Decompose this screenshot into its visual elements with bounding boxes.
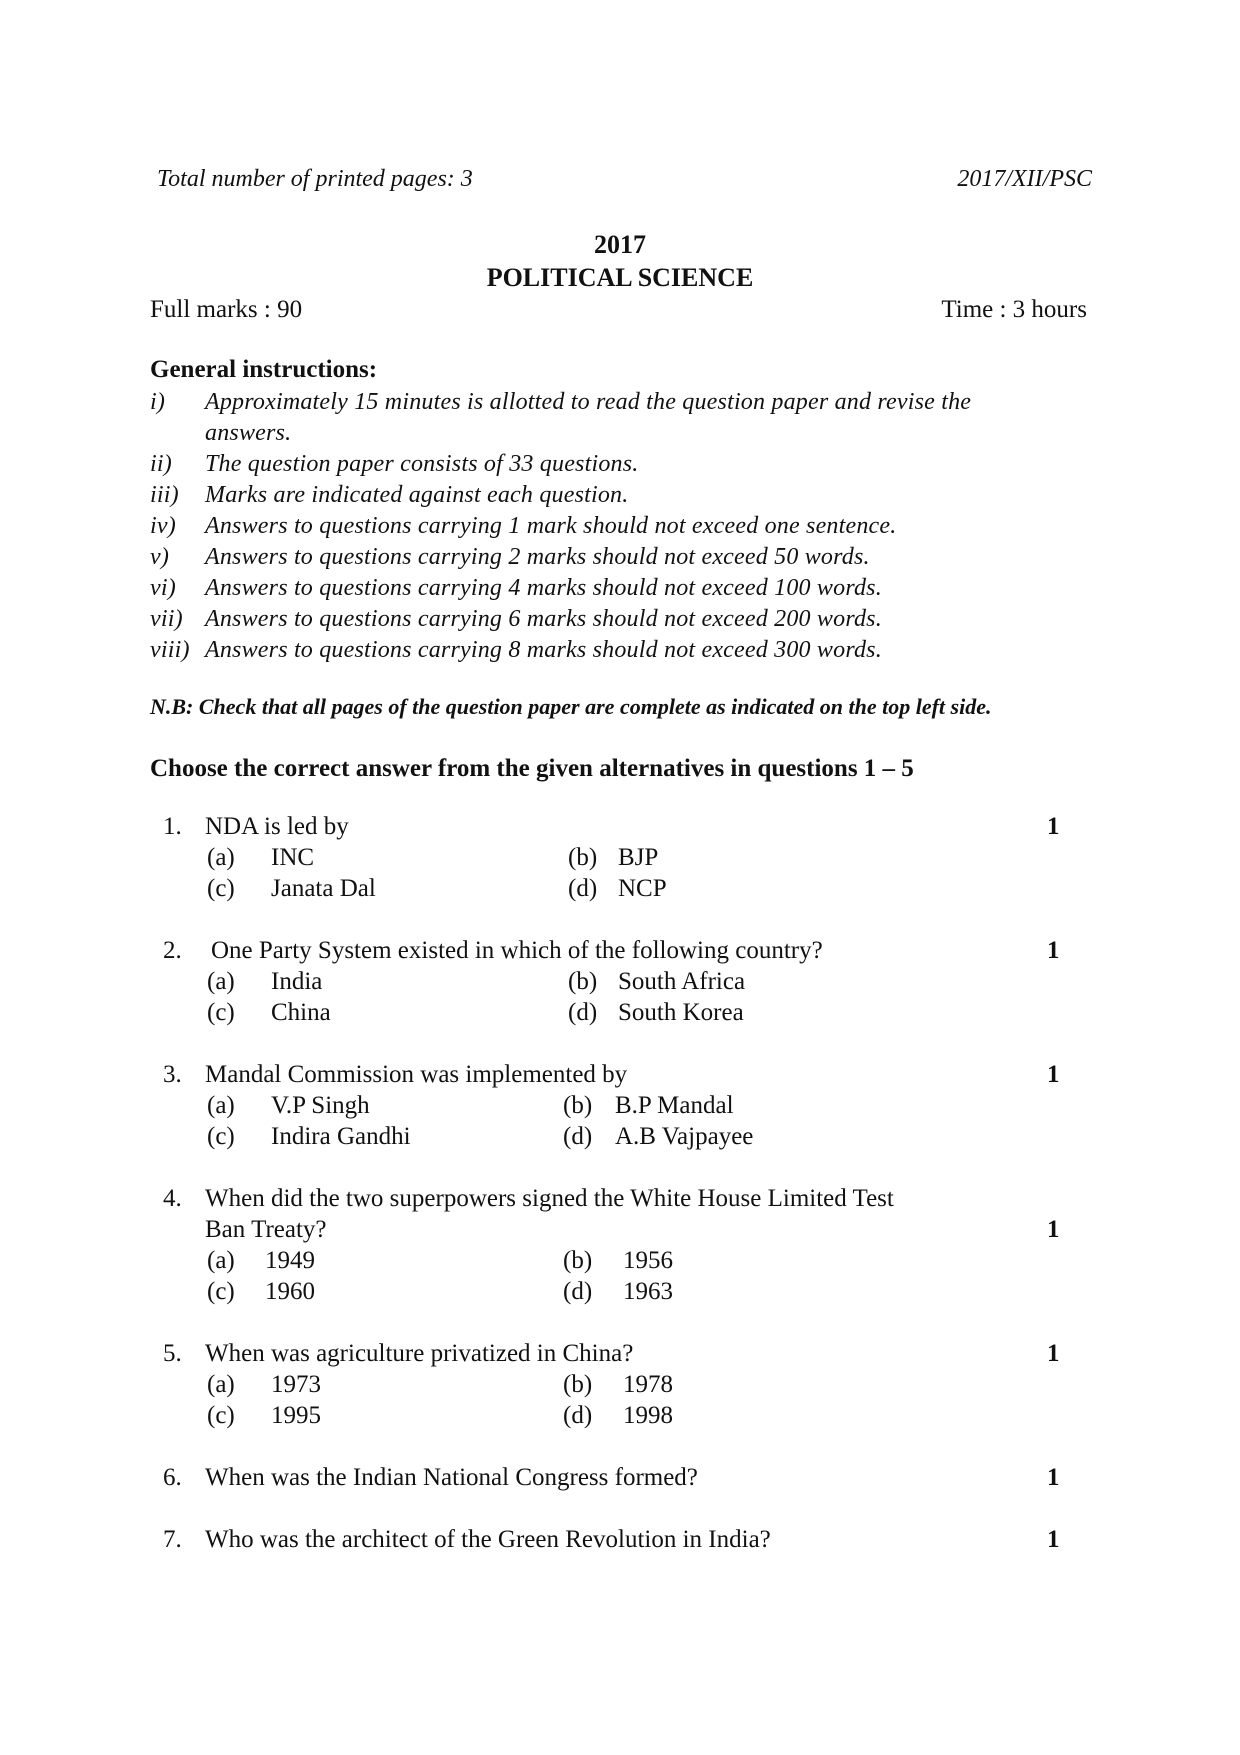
option-text: INC [271, 844, 315, 871]
option [207, 1247, 315, 1275]
option-text: 1963 [623, 1278, 673, 1305]
instruction-text: answers. [205, 420, 292, 446]
option-text: B.P Mandal [615, 1092, 734, 1119]
option [207, 1123, 411, 1151]
instructions-list [150, 387, 1100, 666]
question-text: When did the two superpowers signed the White House Limited Test [205, 1185, 894, 1212]
option-text: A.B Vajpayee [615, 1123, 754, 1150]
option [207, 1371, 321, 1399]
question-number: 6. [163, 1464, 182, 1491]
full-marks: Full marks : 90 [150, 296, 303, 323]
question-text-continued: Ban Treaty? [205, 1216, 327, 1243]
option-text: 1960 [265, 1278, 315, 1305]
question-text: Mandal Commission was implemented by [205, 1061, 628, 1088]
instruction-text: Answers to questions carrying 4 marks should not exceed 100 words. [205, 575, 882, 601]
option [207, 1278, 315, 1306]
instruction-number: vii) [150, 606, 183, 632]
option-label: (a) [207, 1247, 235, 1274]
option-text: India [271, 968, 323, 995]
instruction-text: Answers to questions carrying 6 marks should not exceed 200 words. [205, 606, 882, 632]
section-heading: Choose the correct answer from the given alternatives in questions 1 – 5 [150, 755, 914, 782]
option-label: (a) [207, 968, 235, 995]
option-text: 1949 [265, 1247, 315, 1274]
instruction-text: Marks are indicated against each question. [205, 482, 629, 508]
exam-year: 2017 [594, 230, 646, 259]
option [207, 1402, 321, 1430]
question-mark: 1 [1047, 1340, 1060, 1367]
instruction-number [150, 418, 205, 449]
question-number: 3. [163, 1061, 182, 1088]
option [563, 1402, 673, 1430]
question-text: NDA is led by [205, 813, 349, 840]
option [568, 999, 744, 1027]
option-text: Indira Gandhi [271, 1123, 411, 1150]
option-label: (b) [563, 1371, 593, 1398]
instruction-number: vi) [150, 575, 176, 601]
option-label: (b) [563, 1092, 593, 1119]
option-text: 1956 [623, 1247, 673, 1274]
option-label: (d) [563, 1123, 593, 1150]
option-label: (a) [207, 844, 235, 871]
option-text: 1995 [271, 1402, 321, 1429]
instruction-text: Approximately 15 minutes is allotted to read the question paper and revise the [205, 389, 972, 415]
instruction-number: iii) [150, 482, 179, 508]
instruction-item [150, 387, 1100, 418]
option-text: South Korea [618, 999, 744, 1026]
option-label: (a) [207, 1092, 235, 1119]
question-mark: 1 [1047, 937, 1060, 964]
option-label: (d) [563, 1278, 593, 1305]
question-number: 1. [163, 813, 182, 840]
instruction-number: viii) [150, 637, 190, 663]
option [207, 844, 314, 872]
question-text: Who was the architect of the Green Revolution in India? [205, 1526, 771, 1553]
option [207, 875, 376, 903]
instruction-number: iv) [150, 513, 176, 539]
option [568, 875, 667, 903]
option-text: 1998 [623, 1402, 673, 1429]
instruction-text: The question paper consists of 33 questions. [205, 451, 639, 477]
option-label: (c) [207, 1123, 235, 1150]
instruction-number: v) [150, 544, 170, 570]
option [563, 1371, 673, 1399]
paper-code: 2017/XII/PSC [957, 166, 1092, 192]
option [563, 1123, 753, 1151]
question-mark: 1 [1047, 1061, 1060, 1088]
option-label: (c) [207, 875, 235, 902]
question-text: When was agriculture privatized in China? [205, 1340, 634, 1367]
option-text: 1978 [623, 1371, 673, 1398]
question-number: 7. [163, 1526, 182, 1553]
instruction-number: i) [150, 389, 166, 415]
option-label: (a) [207, 1371, 235, 1398]
question-mark: 1 [1047, 1526, 1060, 1553]
nb-note: N.B: Check that all pages of the question paper are complete as indicated on the top left side. [150, 694, 992, 719]
option-label: (d) [568, 875, 598, 902]
question-text: One Party System existed in which of the following country? [211, 937, 823, 964]
subject-title: POLITICAL SCIENCE [486, 263, 754, 292]
question-mark: 1 [1047, 813, 1060, 840]
question-number: 2. [163, 937, 182, 964]
instruction-item [150, 511, 1100, 542]
option [563, 1247, 673, 1275]
option-label: (b) [563, 1247, 593, 1274]
option-label: (c) [207, 1278, 235, 1305]
instruction-text: Answers to questions carrying 2 marks should not exceed 50 words. [205, 544, 870, 570]
instruction-text: Answers to questions carrying 1 mark should not exceed one sentence. [205, 513, 897, 539]
option [563, 1278, 673, 1306]
option-label: (c) [207, 999, 235, 1026]
option [207, 1092, 370, 1120]
instruction-number: ii) [150, 451, 172, 477]
option-label: (b) [568, 968, 598, 995]
option-text: NCP [618, 875, 667, 902]
option-text: Janata Dal [271, 875, 376, 902]
instructions-heading: General instructions: [150, 356, 378, 383]
printed-pages-note: Total number of printed pages: 3 [157, 166, 473, 192]
instruction-item [150, 480, 1100, 511]
option [568, 968, 745, 996]
option-text: South Africa [618, 968, 746, 995]
instruction-item [150, 542, 1100, 573]
instruction-item [150, 449, 1100, 480]
option-label: (b) [568, 844, 598, 871]
question-number: 4. [163, 1185, 182, 1212]
option [563, 1092, 734, 1120]
time-allowed: Time : 3 hours [941, 296, 1087, 323]
option [207, 968, 322, 996]
option [568, 844, 658, 872]
question-text: When was the Indian National Congress formed? [205, 1464, 698, 1491]
option-text: V.P Singh [271, 1092, 370, 1119]
instruction-item [150, 604, 1100, 635]
question-mark: 1 [1047, 1464, 1060, 1491]
option-label: (d) [563, 1402, 593, 1429]
option-text: 1973 [271, 1371, 321, 1398]
instruction-item [150, 573, 1100, 604]
instruction-item [150, 418, 1100, 449]
option-text: BJP [618, 844, 659, 871]
instruction-text: Answers to questions carrying 8 marks should not exceed 300 words. [205, 637, 882, 663]
option-label: (c) [207, 1402, 235, 1429]
question-number: 5. [163, 1340, 182, 1367]
question-mark: 1 [1047, 1216, 1060, 1243]
instruction-item [150, 635, 1100, 666]
option [207, 999, 331, 1027]
option-label: (d) [568, 999, 598, 1026]
option-text: China [271, 999, 331, 1026]
